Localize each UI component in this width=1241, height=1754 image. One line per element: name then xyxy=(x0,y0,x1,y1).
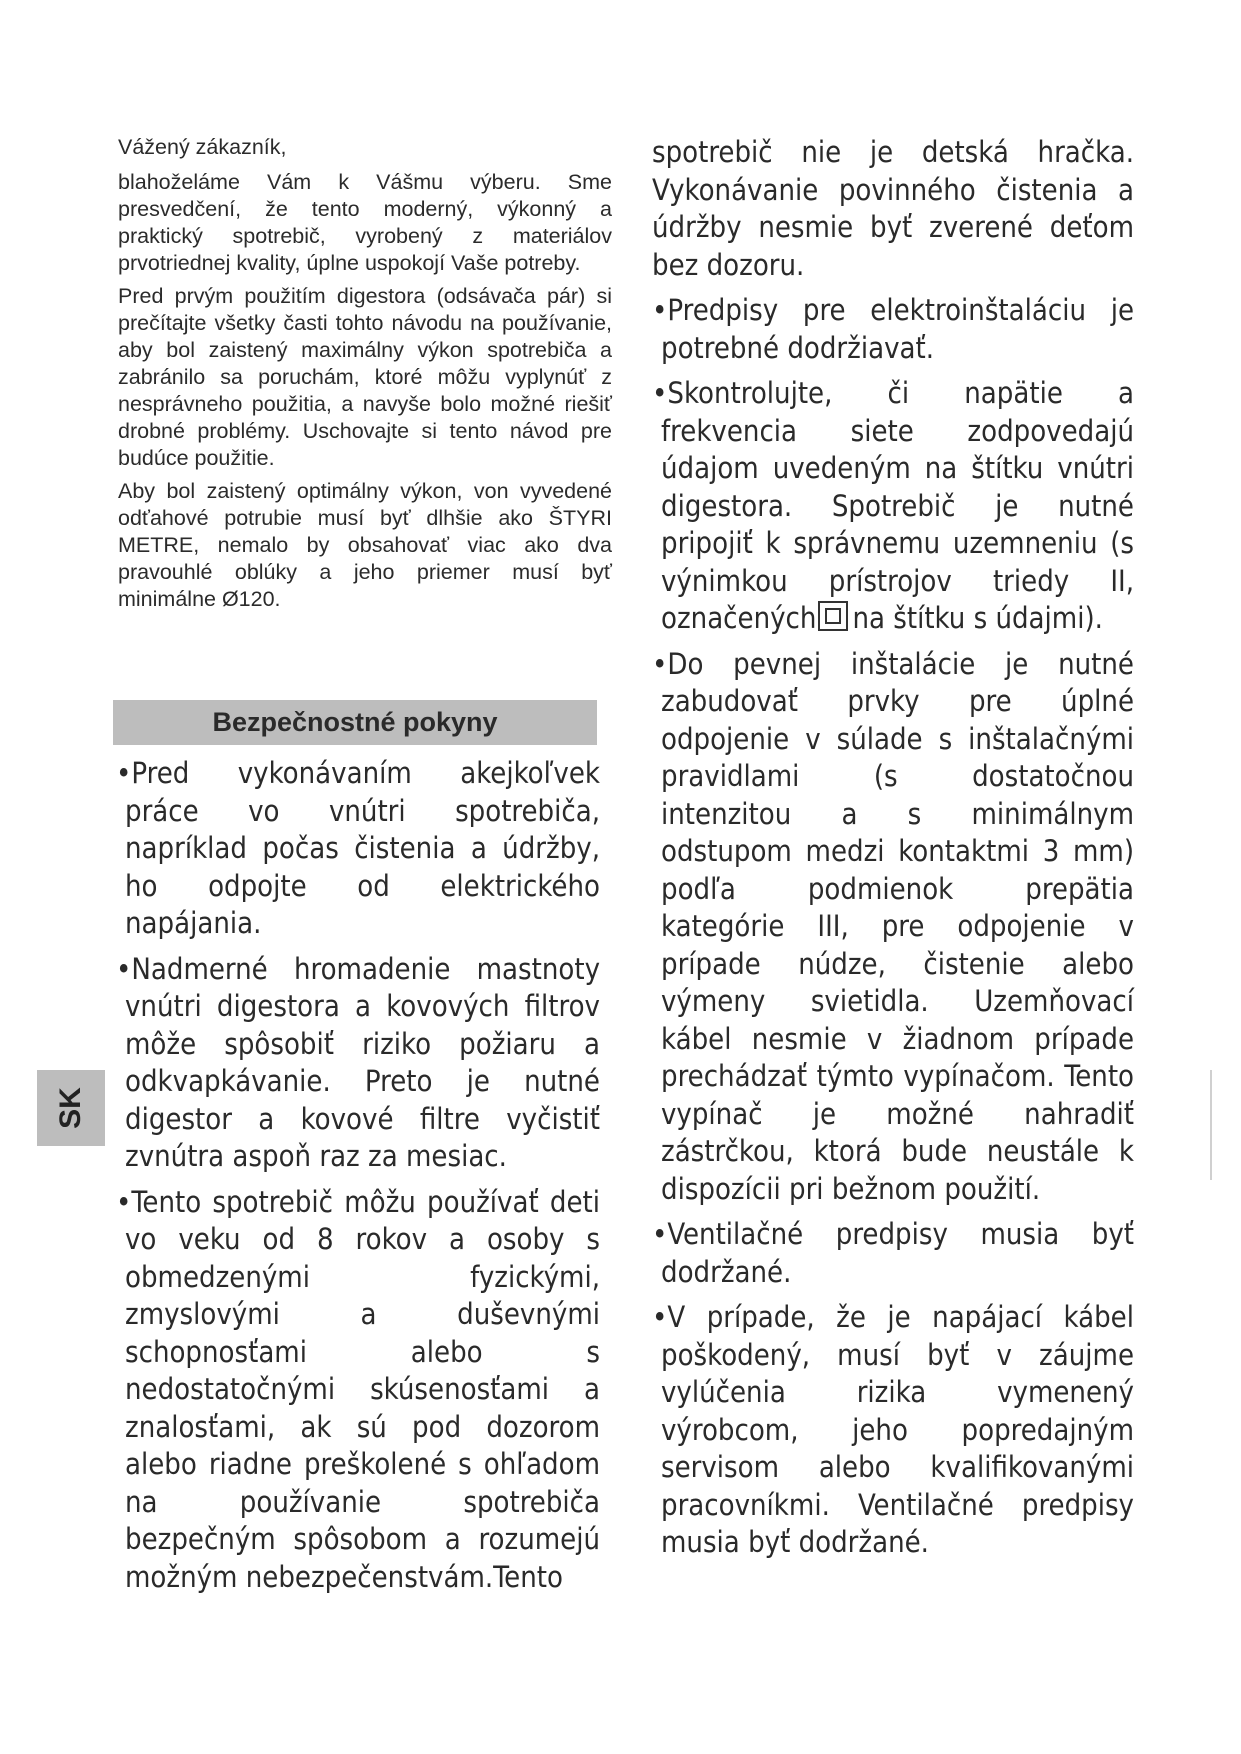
safety-bullet-disconnect: •Pred vykonávaním akejkoľvek práce vo vnútri spotrebiča, napríklad počas čistenia a údržby, ho odpojte od elektrického napájania. xyxy=(116,756,600,940)
safety-bullet-electrical-rules: •Predpisy pre elektroinštaláciu je potrebné dodržiavať. xyxy=(652,293,1134,365)
double-insulation-class-ii-icon xyxy=(818,601,848,631)
grounding-text-before: •Skontrolujte, či napätie a frekvencia siete zodpovedajú údajom uvedeným na štítku vnútri digestora. Spotrebič je nutné pripojiť k správnemu uzemneniu (s výnimkou prístrojov triedy II, označených xyxy=(652,376,1134,635)
language-tab xyxy=(37,1070,105,1146)
safety-bullet-grease: •Nadmerné hromadenie mastnoty vnútri digestora a kovových filtrov môže spôsobiť riziko požiaru a odkvapkávanie. Preto je nutné digestor a kovové filtre vyčistiť zvnútra aspoň raz za mesiac. xyxy=(116,951,600,1173)
safety-bullet-fixed-installation: •Do pevnej inštalácie je nutné zabudovať prvky pre úplné odpojenie v súlade s inštalačnými pravidlami (s dostatočnou intenzitou a s minimálnym odstupom medzi kontaktmi 3 mm) podľa podmienok prepätia kategórie III, pre odpojenie v prípade núdze, čistenie alebo výmeny svietidla. Uzemňovací kábel nesmie v žiadnom prípade prechádzať týmto vypínačom. Tento vypínač je možné nahradiť zástrčkou, ktorá bude neustále k dispozícii pri bežnom použití. xyxy=(652,646,1134,1206)
language-tab-label: SK xyxy=(54,1087,87,1129)
intro-paragraph-1: blahoželáme Vám k Vášmu výberu. Sme presvedčení, že tento moderný, výkonný a praktický spotrebič, vyrobený z materiálov prvotriednej kvality, úplne uspokojí Vaše potreby. xyxy=(118,170,612,275)
safety-bullet-ventilation: •Ventilačné predpisy musia byť dodržané. xyxy=(652,1217,1134,1289)
safety-left-column xyxy=(116,755,600,1604)
safety-bullet-power-cable: •V prípade, že je napájací kábel poškodený, musí byť v záujme vylúčenia rizika vymenený výrobcom, jeho popredajným servisom alebo kvalifikovanými pracovníkmi. Ventilačné predpisy musia byť dodržané. xyxy=(652,1300,1134,1559)
grounding-text-after: na štítku s údajmi). xyxy=(852,601,1103,635)
safety-heading: Bezpečnostné pokyny xyxy=(113,700,597,745)
intro-paragraph-2: Pred prvým použitím digestora (odsávača pár) si prečítajte všetky časti tohto návodu na používanie, aby bol zaistený maximálny výkon spotrebiča a zabránilo sa poruchám, ktoré môžu vyplynúť z nesprávneho použitia, a navyše bolo možné riešiť drobné problémy. Uschovajte si tento návod pre budúce použitie. xyxy=(118,284,612,470)
page-edge-line xyxy=(1210,1070,1212,1180)
safety-right-column xyxy=(652,134,1134,1570)
safety-bullet-grounding xyxy=(652,375,1134,638)
greeting: Vážený zákazník, xyxy=(118,135,287,159)
safety-bullet-children: •Tento spotrebič môžu používať deti vo veku od 8 rokov a osoby s obmedzenými fyzickými, zmyslovými a duševnými schopnosťami alebo s nedostatočnými skúsenosťami a znalosťami, ak sú pod dozorom alebo riadne preškolené s ohľadom na používanie spotrebiča bezpečným spôsobom a rozumejú možným nebezpečenstvám.Tento xyxy=(116,1184,600,1594)
intro-paragraph-3: Aby bol zaistený optimálny výkon, von vyvedené odťahové potrubie musí byť dlhšie ako ŠTYRI METRE, nemalo by obsahovať viac ako dva pravouhlé oblúky a jeho priemer musí byť minimálne Ø120. xyxy=(118,479,612,611)
intro-section xyxy=(118,134,612,619)
safety-children-continuation: spotrebič nie je detská hračka. Vykonávanie povinného čistenia a údržby nesmie byť zverené deťom bez dozoru. xyxy=(652,135,1134,282)
